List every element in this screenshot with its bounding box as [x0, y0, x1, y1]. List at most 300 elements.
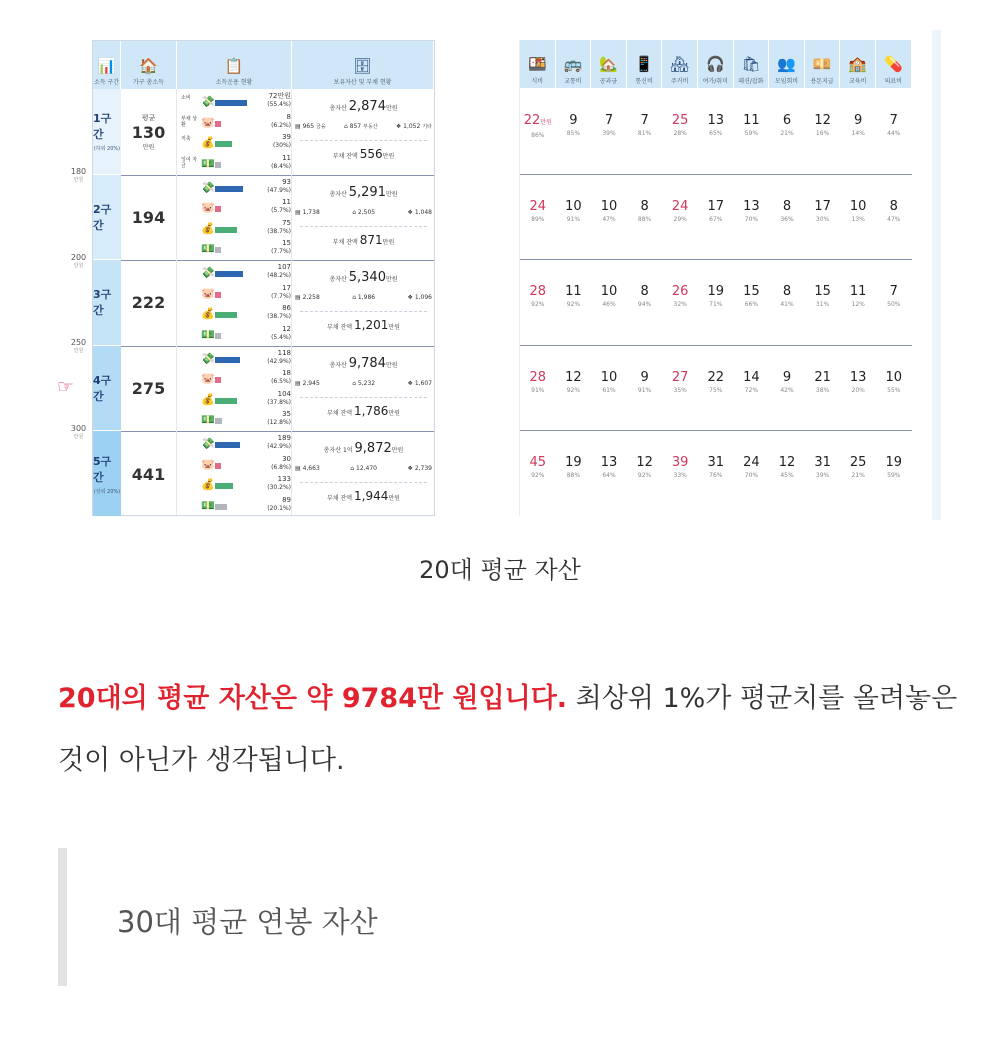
asset-icon: 🗄 [352, 57, 373, 75]
right-header-3 [627, 40, 663, 88]
article-paragraph [58, 668, 958, 792]
usage-row [179, 496, 291, 516]
right-header-9 [840, 40, 876, 88]
money-icon: 💴 [812, 55, 832, 73]
total-assets [292, 270, 435, 285]
spending-pct: 21% [780, 130, 794, 137]
spending-number: 25 [671, 113, 689, 128]
usage-bar [215, 377, 221, 383]
spending-value [734, 200, 770, 214]
spending-number: 8 [782, 198, 792, 214]
spending-icon: 💸 [201, 180, 215, 194]
spending-number: 17 [707, 198, 725, 214]
usage-pct: (42.9%) [267, 357, 291, 365]
debt-value: 556 [359, 147, 383, 161]
usage-value: 89 [282, 495, 291, 504]
spending-pct: 46% [602, 301, 616, 309]
savings-icon: 💰 [201, 221, 215, 235]
spending-cell [769, 371, 805, 395]
spending-cell [556, 371, 592, 395]
usage-pct: (20.1%) [267, 504, 291, 512]
asset-breakdown-label: 기타 [422, 124, 432, 130]
paragraph-text: 최상위 1%가 평균치를 올려놓은 것이 아닌가 생각됩니다. [58, 683, 958, 776]
spending-number: 28 [529, 369, 547, 385]
asset-breakdown-item [344, 123, 378, 130]
income-unit: 만원 [142, 143, 155, 151]
left-header-label: 보유자산 및 부채 현황 [333, 79, 392, 86]
income-cell [121, 346, 177, 432]
divider [300, 140, 427, 141]
total-assets-unit: 만원 [385, 105, 398, 112]
spending-value [662, 285, 698, 299]
usage-row [179, 239, 291, 259]
side-scrollbar[interactable] [932, 30, 941, 520]
spending-number: 6 [782, 113, 792, 128]
pointing-hand-icon: ☞ [57, 376, 75, 398]
usage-bar [215, 463, 221, 469]
spending-number: 27 [671, 369, 689, 385]
spending-pct: 86% [531, 132, 545, 139]
usage-bar [215, 271, 243, 277]
usage-bar [215, 141, 232, 147]
debt-balance [292, 318, 435, 332]
tick-unit: 만원 [73, 262, 84, 269]
spending-cell [662, 114, 698, 138]
income-value: 275 [131, 379, 166, 399]
other-asset-icon: ❖ [407, 294, 415, 302]
finance-icon: ▤ [295, 123, 303, 130]
spending-cell [734, 114, 770, 138]
debt-value: 1,201 [354, 318, 389, 333]
spending-pct: 70% [744, 472, 759, 480]
income-tick-label [65, 339, 92, 355]
spending-value [876, 285, 912, 299]
debt-label: 부채 잔액 [327, 324, 353, 332]
spending-cell [876, 114, 912, 138]
spending-value [627, 114, 663, 128]
usage-value: 12 [282, 324, 291, 333]
spending-number: 24 [671, 198, 689, 214]
spending-value [769, 371, 805, 385]
row-divider [520, 259, 912, 260]
spending-number: 13 [707, 113, 725, 128]
spending-pct: 89% [531, 215, 545, 223]
right-header-2 [591, 40, 627, 88]
finance-icon: ▤ [295, 294, 303, 302]
asset-breakdown [295, 294, 432, 301]
asset-breakdown-item [408, 465, 432, 472]
income-usage-cell [177, 346, 292, 432]
spending-number: 11 [849, 284, 867, 300]
usage-row [179, 390, 291, 410]
usage-value: 72만원 [268, 92, 291, 100]
spending-pct: 31% [815, 301, 830, 309]
usage-pct: (42.9%) [267, 443, 291, 451]
usage-row [179, 178, 291, 198]
usage-value: 39 [282, 133, 291, 141]
spending-pct: 92% [531, 301, 545, 309]
debt-label: 부채 잔액 [327, 495, 353, 503]
asset-breakdown-item [408, 294, 432, 301]
asset-breakdown-value: 1,096 [414, 294, 432, 302]
total-assets-label: 총자산 [329, 190, 347, 198]
real-estate-icon: ⌂ [343, 123, 350, 130]
spending-cell [698, 285, 734, 309]
spending-pct: 55% [887, 386, 901, 394]
spending-pct: 39% [815, 472, 830, 480]
left-header-label: 가구 총소득 [133, 79, 164, 86]
usage-value: 107 [277, 263, 291, 272]
usage-bar [215, 227, 237, 233]
total-assets-value: 2,874 [348, 99, 386, 114]
spending-number: 22 [523, 113, 541, 128]
spending-cell [520, 200, 556, 224]
total-assets-prefix: 1억 [342, 447, 353, 455]
spending-cell [840, 371, 876, 395]
spending-number: 12 [814, 113, 831, 128]
right-header-label: 의료비 [884, 78, 902, 85]
usage-bar [215, 442, 240, 448]
total-assets-label: 총자산 [329, 276, 347, 284]
usage-row [179, 284, 291, 304]
spending-number: 7 [889, 113, 898, 128]
asset-cell [292, 346, 435, 432]
income-cell [121, 175, 177, 261]
usage-label: 잉여 자금 [181, 156, 198, 169]
total-assets-value: 9,784 [348, 355, 386, 371]
spending-cell [627, 371, 663, 395]
quintile-cell [93, 346, 121, 432]
spending-pct: 14% [851, 130, 865, 137]
spending-cell [556, 114, 592, 138]
spending-cell [627, 200, 663, 224]
spending-number: 24 [529, 198, 547, 214]
total-assets-label: 총자산 [329, 105, 347, 112]
finance-icon: ▤ [295, 465, 303, 473]
income-usage-cell [177, 175, 292, 261]
real-estate-icon: ⌂ [352, 208, 358, 216]
income-usage-cell [177, 260, 292, 346]
spending-number: 10 [565, 198, 582, 214]
asset-breakdown-value: 2,945 [302, 379, 320, 387]
spending-value [520, 285, 556, 299]
right-header-5 [698, 40, 734, 88]
spending-value [805, 456, 841, 470]
usage-pct: (6.2%) [271, 121, 291, 129]
total-assets-value: 9,872 [354, 441, 392, 457]
spending-pct: 44% [887, 130, 901, 137]
right-header-label: 패션/잡화 [738, 78, 764, 85]
total-assets-label: 총자산 [323, 447, 342, 455]
spending-pct: 75% [709, 386, 723, 394]
spending-number: 13 [600, 455, 618, 471]
spending-value [840, 456, 876, 470]
usage-value: 11 [282, 198, 291, 207]
spending-value [769, 456, 805, 470]
tick-unit: 만원 [73, 177, 84, 183]
usage-value: 133 [277, 475, 291, 484]
spending-cell [662, 285, 698, 309]
surplus-icon: 💵 [201, 413, 215, 427]
spending-cell [627, 285, 663, 309]
asset-breakdown-item [396, 123, 432, 130]
spending-pct: 59% [887, 472, 901, 480]
utility-icon: 🏡 [599, 55, 618, 73]
spending-pct: 70% [744, 215, 759, 223]
asset-breakdown [295, 380, 432, 387]
spending-value [698, 371, 734, 385]
spending-pct: 35% [673, 386, 687, 394]
left-header-0 [93, 41, 121, 89]
right-header-8 [805, 40, 841, 88]
asset-breakdown-value: 12,470 [356, 465, 377, 473]
spending-cell [698, 114, 734, 138]
spending-pct: 32% [673, 301, 687, 309]
other-asset-icon: ❖ [395, 123, 404, 130]
right-header-label: 용돈지급 [810, 78, 834, 85]
right-header-label: 식비 [531, 78, 544, 85]
usage-pct: (38.7%) [267, 227, 291, 235]
usage-row [179, 325, 291, 345]
spending-pct: 13% [851, 215, 865, 223]
spending-pct: 67% [709, 215, 723, 223]
spending-pct: 81% [637, 130, 652, 137]
usage-pct: (5.7%) [271, 207, 291, 215]
income-tick-label [65, 168, 92, 184]
usage-pct: (7.7%) [271, 292, 291, 300]
surplus-icon: 💵 [201, 498, 215, 512]
spending-cell [591, 285, 627, 309]
spending-number: 10 [885, 369, 903, 385]
divider [300, 311, 427, 312]
spending-pct: 65% [709, 130, 723, 137]
asset-breakdown-value: 2,505 [357, 208, 376, 216]
debt-unit: 만원 [388, 409, 400, 417]
spending-number: 24 [743, 455, 760, 471]
shopping-bag-icon: 🛍 [741, 55, 761, 73]
spending-value [876, 456, 912, 470]
usage-value: 18 [282, 369, 291, 378]
right-header-label: 주거비 [670, 78, 689, 85]
spending-number: 9 [854, 113, 863, 128]
usage-bar [215, 504, 227, 510]
row-divider [520, 174, 912, 175]
usage-bar [215, 292, 221, 298]
spending-pct: 16% [815, 130, 830, 137]
surplus-icon: 💵 [201, 242, 215, 256]
asset-breakdown-value: 857 [349, 123, 362, 130]
spending-number: 15 [743, 284, 760, 300]
people-icon: 👥 [777, 55, 796, 73]
debt-value: 871 [359, 232, 383, 247]
right-header-label: 교통비 [564, 78, 582, 85]
debt-icon: 🐷 [201, 372, 215, 386]
spending-number: 9 [569, 113, 578, 128]
spending-cell [840, 200, 876, 224]
right-header-label: 통신비 [635, 78, 653, 85]
total-assets [292, 441, 435, 456]
debt-value: 1,944 [354, 489, 389, 504]
spending-number: 28 [529, 284, 547, 300]
asset-breakdown-value: 965 [302, 123, 315, 130]
total-assets-unit: 만원 [385, 361, 398, 369]
real-estate-icon: ⌂ [352, 379, 358, 387]
spending-value [840, 200, 876, 214]
quintile-sub: (상위 20%) [93, 488, 121, 495]
savings-icon: 💰 [201, 136, 215, 149]
debt-icon: 🐷 [201, 286, 215, 300]
spending-pct: 21% [851, 472, 865, 480]
spending-pct: 39% [602, 130, 616, 137]
spending-icon: 💸 [201, 351, 215, 365]
spending-value [734, 285, 770, 299]
usage-row [179, 369, 291, 389]
divider [300, 226, 427, 227]
spending-pct: 92% [637, 472, 652, 480]
quintile-label: 1구간 [93, 112, 112, 142]
spending-number: 19 [707, 284, 725, 300]
total-assets-value: 5,291 [348, 184, 386, 200]
spending-number: 7 [640, 113, 649, 128]
right-header-1 [556, 40, 592, 88]
spending-value [591, 114, 627, 128]
spending-pct: 47% [887, 215, 901, 223]
usage-row [179, 434, 291, 454]
spending-cell [591, 114, 627, 138]
spending-pct: 12% [851, 301, 865, 309]
usage-pct: (6.5%) [271, 378, 291, 386]
spending-cell [805, 456, 841, 480]
spending-value [520, 456, 556, 470]
usage-label: 소비 [181, 95, 191, 101]
spending-number: 19 [565, 455, 582, 471]
spending-value [734, 456, 770, 470]
spending-icon: 💸 [201, 266, 215, 280]
spending-cell [769, 285, 805, 309]
income-quintile-table [92, 40, 435, 516]
spending-number: 17 [814, 198, 831, 214]
asset-cell [292, 175, 435, 261]
income-cell [121, 431, 177, 517]
debt-icon: 🐷 [201, 115, 215, 129]
tick-value: 300 [70, 423, 87, 433]
spending-value [556, 285, 592, 299]
usage-bar [215, 483, 233, 489]
spending-cell [698, 200, 734, 224]
asset-breakdown [295, 209, 432, 216]
spending-number: 12 [636, 455, 653, 471]
usage-row [179, 219, 291, 239]
spending-value [627, 285, 663, 299]
spending-cell [805, 200, 841, 224]
spending-pct: 94% [637, 301, 652, 309]
spending-number: 39 [671, 455, 689, 471]
finance-icon: ▤ [295, 379, 303, 387]
spending-value [627, 371, 663, 385]
usage-value: 118 [277, 348, 291, 357]
spending-value [769, 114, 805, 128]
spending-number: 15 [814, 284, 831, 300]
usage-row [179, 133, 291, 153]
income-usage-cell [177, 431, 292, 517]
left-header-label: 소득운용 현황 [215, 79, 253, 86]
spending-value [734, 371, 770, 385]
usage-row [179, 304, 291, 324]
spending-cell [698, 371, 734, 395]
asset-breakdown-value: 1,052 [403, 123, 421, 130]
savings-icon: 💰 [201, 392, 215, 406]
usage-pct: (5.4%) [271, 333, 291, 341]
spending-value [591, 200, 627, 214]
debt-label: 부채 잔액 [332, 238, 358, 246]
total-assets-value: 5,340 [348, 270, 386, 286]
spending-cell [591, 456, 627, 480]
debt-icon: 🐷 [201, 457, 215, 471]
spending-pct: 20% [851, 386, 865, 394]
income-tick-label [65, 425, 92, 441]
left-header-label: 소득 구간 [93, 79, 120, 86]
spending-cell [591, 371, 627, 395]
spending-pct: 91% [566, 215, 581, 223]
spending-cell [805, 285, 841, 309]
spending-pct: 50% [887, 301, 901, 309]
usage-bar [215, 333, 221, 339]
spending-number: 13 [849, 369, 867, 385]
total-assets-label: 총자산 [329, 361, 347, 369]
usage-row [179, 113, 291, 133]
spending-pct: 41% [780, 301, 794, 309]
spending-cell [662, 371, 698, 395]
asset-breakdown-label: 금융 [316, 124, 326, 130]
asset-breakdown-value: 4,663 [302, 465, 320, 473]
quote-heading: 30대 평균 연봉 자산 [117, 905, 378, 939]
spending-pct: 61% [602, 386, 616, 394]
section-quote [58, 848, 948, 986]
spending-cell [876, 200, 912, 224]
right-header-label: 여가/취미 [702, 78, 728, 85]
usage-row [179, 410, 291, 430]
asset-breakdown-item [295, 209, 320, 216]
income-value: 222 [131, 293, 166, 313]
usage-row [179, 455, 291, 475]
spending-pct: 38% [815, 386, 830, 394]
debt-icon: 🐷 [201, 201, 215, 215]
usage-bar [215, 418, 222, 424]
spending-number: 10 [600, 369, 618, 385]
tick-value: 250 [70, 338, 87, 348]
spending-cell [769, 200, 805, 224]
spending-pct: 28% [673, 130, 687, 137]
spending-value [520, 371, 556, 385]
tick-value: 200 [70, 252, 87, 262]
spending-value [698, 285, 734, 299]
usage-bar [215, 162, 221, 168]
usage-row [179, 198, 291, 218]
usage-value: 104 [277, 389, 291, 398]
spending-number: 11 [565, 284, 582, 300]
real-estate-icon: ⌂ [352, 294, 358, 302]
spending-cell [556, 285, 592, 309]
usage-label: 저축 [181, 136, 191, 142]
tick-unit: 만원 [73, 433, 84, 440]
spending-cell [840, 285, 876, 309]
spending-number: 10 [849, 198, 867, 214]
surplus-icon: 💵 [201, 156, 215, 170]
spending-number: 11 [743, 113, 760, 128]
income-usage-cell [177, 89, 292, 175]
tick-unit: 만원 [73, 348, 84, 355]
spending-cell [520, 456, 556, 480]
